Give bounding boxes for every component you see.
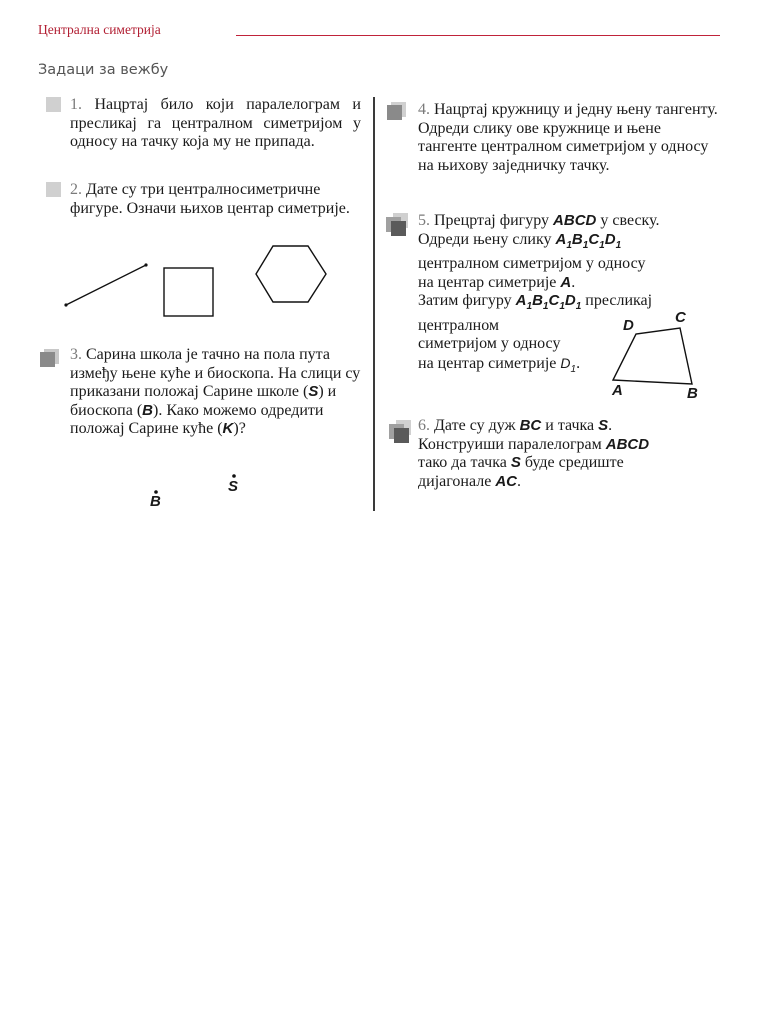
vertex-a-label: A bbox=[612, 382, 623, 399]
task-6-text: дијагонале bbox=[418, 472, 496, 490]
task-5-text: у свеску. bbox=[596, 212, 660, 229]
point-d1-ref: $D_1$ bbox=[560, 354, 577, 375]
task-1-text: Нацртај било који паралелограм и пресликај га централном симетријом у односу на тачку која му не припада. bbox=[70, 96, 361, 150]
task-4-number: 4. bbox=[418, 101, 430, 118]
point-b-label: B bbox=[150, 493, 161, 510]
task-4-text: Нацртај кружницу и једну њену тангенту. Одреди слику ове кружнице и њене тангенте централном симетријом у односу на њихову заједничку тачку. bbox=[418, 101, 718, 174]
task-5-text: Одреди њену слику bbox=[418, 230, 556, 248]
figure-a1b1c1d1-ref: $A_1B_1C_1D_1$ bbox=[555, 230, 622, 251]
task-5-number: 5. bbox=[418, 212, 430, 229]
figure-abcd-ref: ABCD bbox=[553, 212, 597, 229]
chapter-title: Централна симетрија bbox=[38, 22, 161, 37]
point-k-ref: K bbox=[222, 420, 234, 437]
task-5-text: симетријом у односу bbox=[418, 335, 561, 352]
point-s-ref: S bbox=[308, 383, 319, 400]
task-6-text: тако да тачка bbox=[418, 454, 511, 471]
point-s-label: S bbox=[228, 478, 239, 495]
vertex-c-label: C bbox=[675, 309, 686, 326]
parallelogram-abcd-ref: ABCD bbox=[605, 435, 650, 453]
task-6-text: Дате су дуж bbox=[434, 417, 520, 434]
task-5-text: на центар симетрије bbox=[418, 354, 561, 372]
task-3-text: ) и биоскопа ( bbox=[70, 383, 337, 419]
diagonal-ac-ref: AC bbox=[495, 472, 517, 490]
task-5-text: Затим фигуру bbox=[418, 292, 516, 309]
point-a-ref: A bbox=[560, 273, 572, 291]
point-s-ref: S bbox=[598, 417, 609, 434]
task-6-number: 6. bbox=[418, 417, 430, 434]
task-1-number: 1. bbox=[70, 96, 82, 113]
task-5-text: централном bbox=[418, 316, 500, 334]
task-5-text: пресликај bbox=[581, 292, 653, 309]
task-2-text: Дате су три централносиметричне фигуре. Означи њихов центар симетрије. bbox=[70, 181, 350, 217]
task-3-text: )? bbox=[233, 420, 246, 437]
task-6-text: Конструиши паралелограм bbox=[418, 435, 606, 453]
task-5-text: на центар симетрије bbox=[418, 273, 561, 291]
task-6-text: буде средиште bbox=[520, 454, 624, 471]
figure-a1b1c1d1-ref: $A_1B_1C_1D_1$ bbox=[515, 292, 582, 312]
vertex-b-label: B bbox=[687, 385, 698, 402]
task-5: 5. Прецртај фигуру ABCD у свеску. Одреди њену слику $A_1B_1C_1D_1$ централном симетријом у односу на центар симетрије A. Затим фигуру $A_1B_1C_1D_1$ пресликај централном симетријом у односу на центар симетрије $D_1$. bbox=[418, 212, 718, 379]
point-s-ref: S bbox=[510, 454, 521, 471]
task-6-text: и тачка bbox=[541, 417, 599, 434]
task-3-text: Сарина школа је тачно на пола пута између њене куће и биоскопа. На слици су приказани положај Сарине школе ( bbox=[70, 346, 361, 400]
task-6: 6. Дате су дуж BC и тачка S. Конструиши паралелограм ABCD тако да тачка S буде средиште дијагонале AC. bbox=[418, 417, 650, 490]
section-title: Задаци за вежбу bbox=[38, 62, 169, 78]
task-2-number: 2. bbox=[70, 181, 82, 198]
task-5-text: централном симетријом у односу bbox=[418, 255, 646, 272]
task-3-number: 3. bbox=[70, 346, 82, 363]
point-b-ref: B bbox=[142, 401, 153, 419]
segment-bc-ref: BC bbox=[519, 417, 542, 434]
vertex-d-label: D bbox=[623, 317, 634, 334]
task-3-text: ). Како можемо одредити положај Сарине куће ( bbox=[70, 401, 324, 437]
task-5-text: Прецртај фигуру bbox=[434, 212, 554, 229]
